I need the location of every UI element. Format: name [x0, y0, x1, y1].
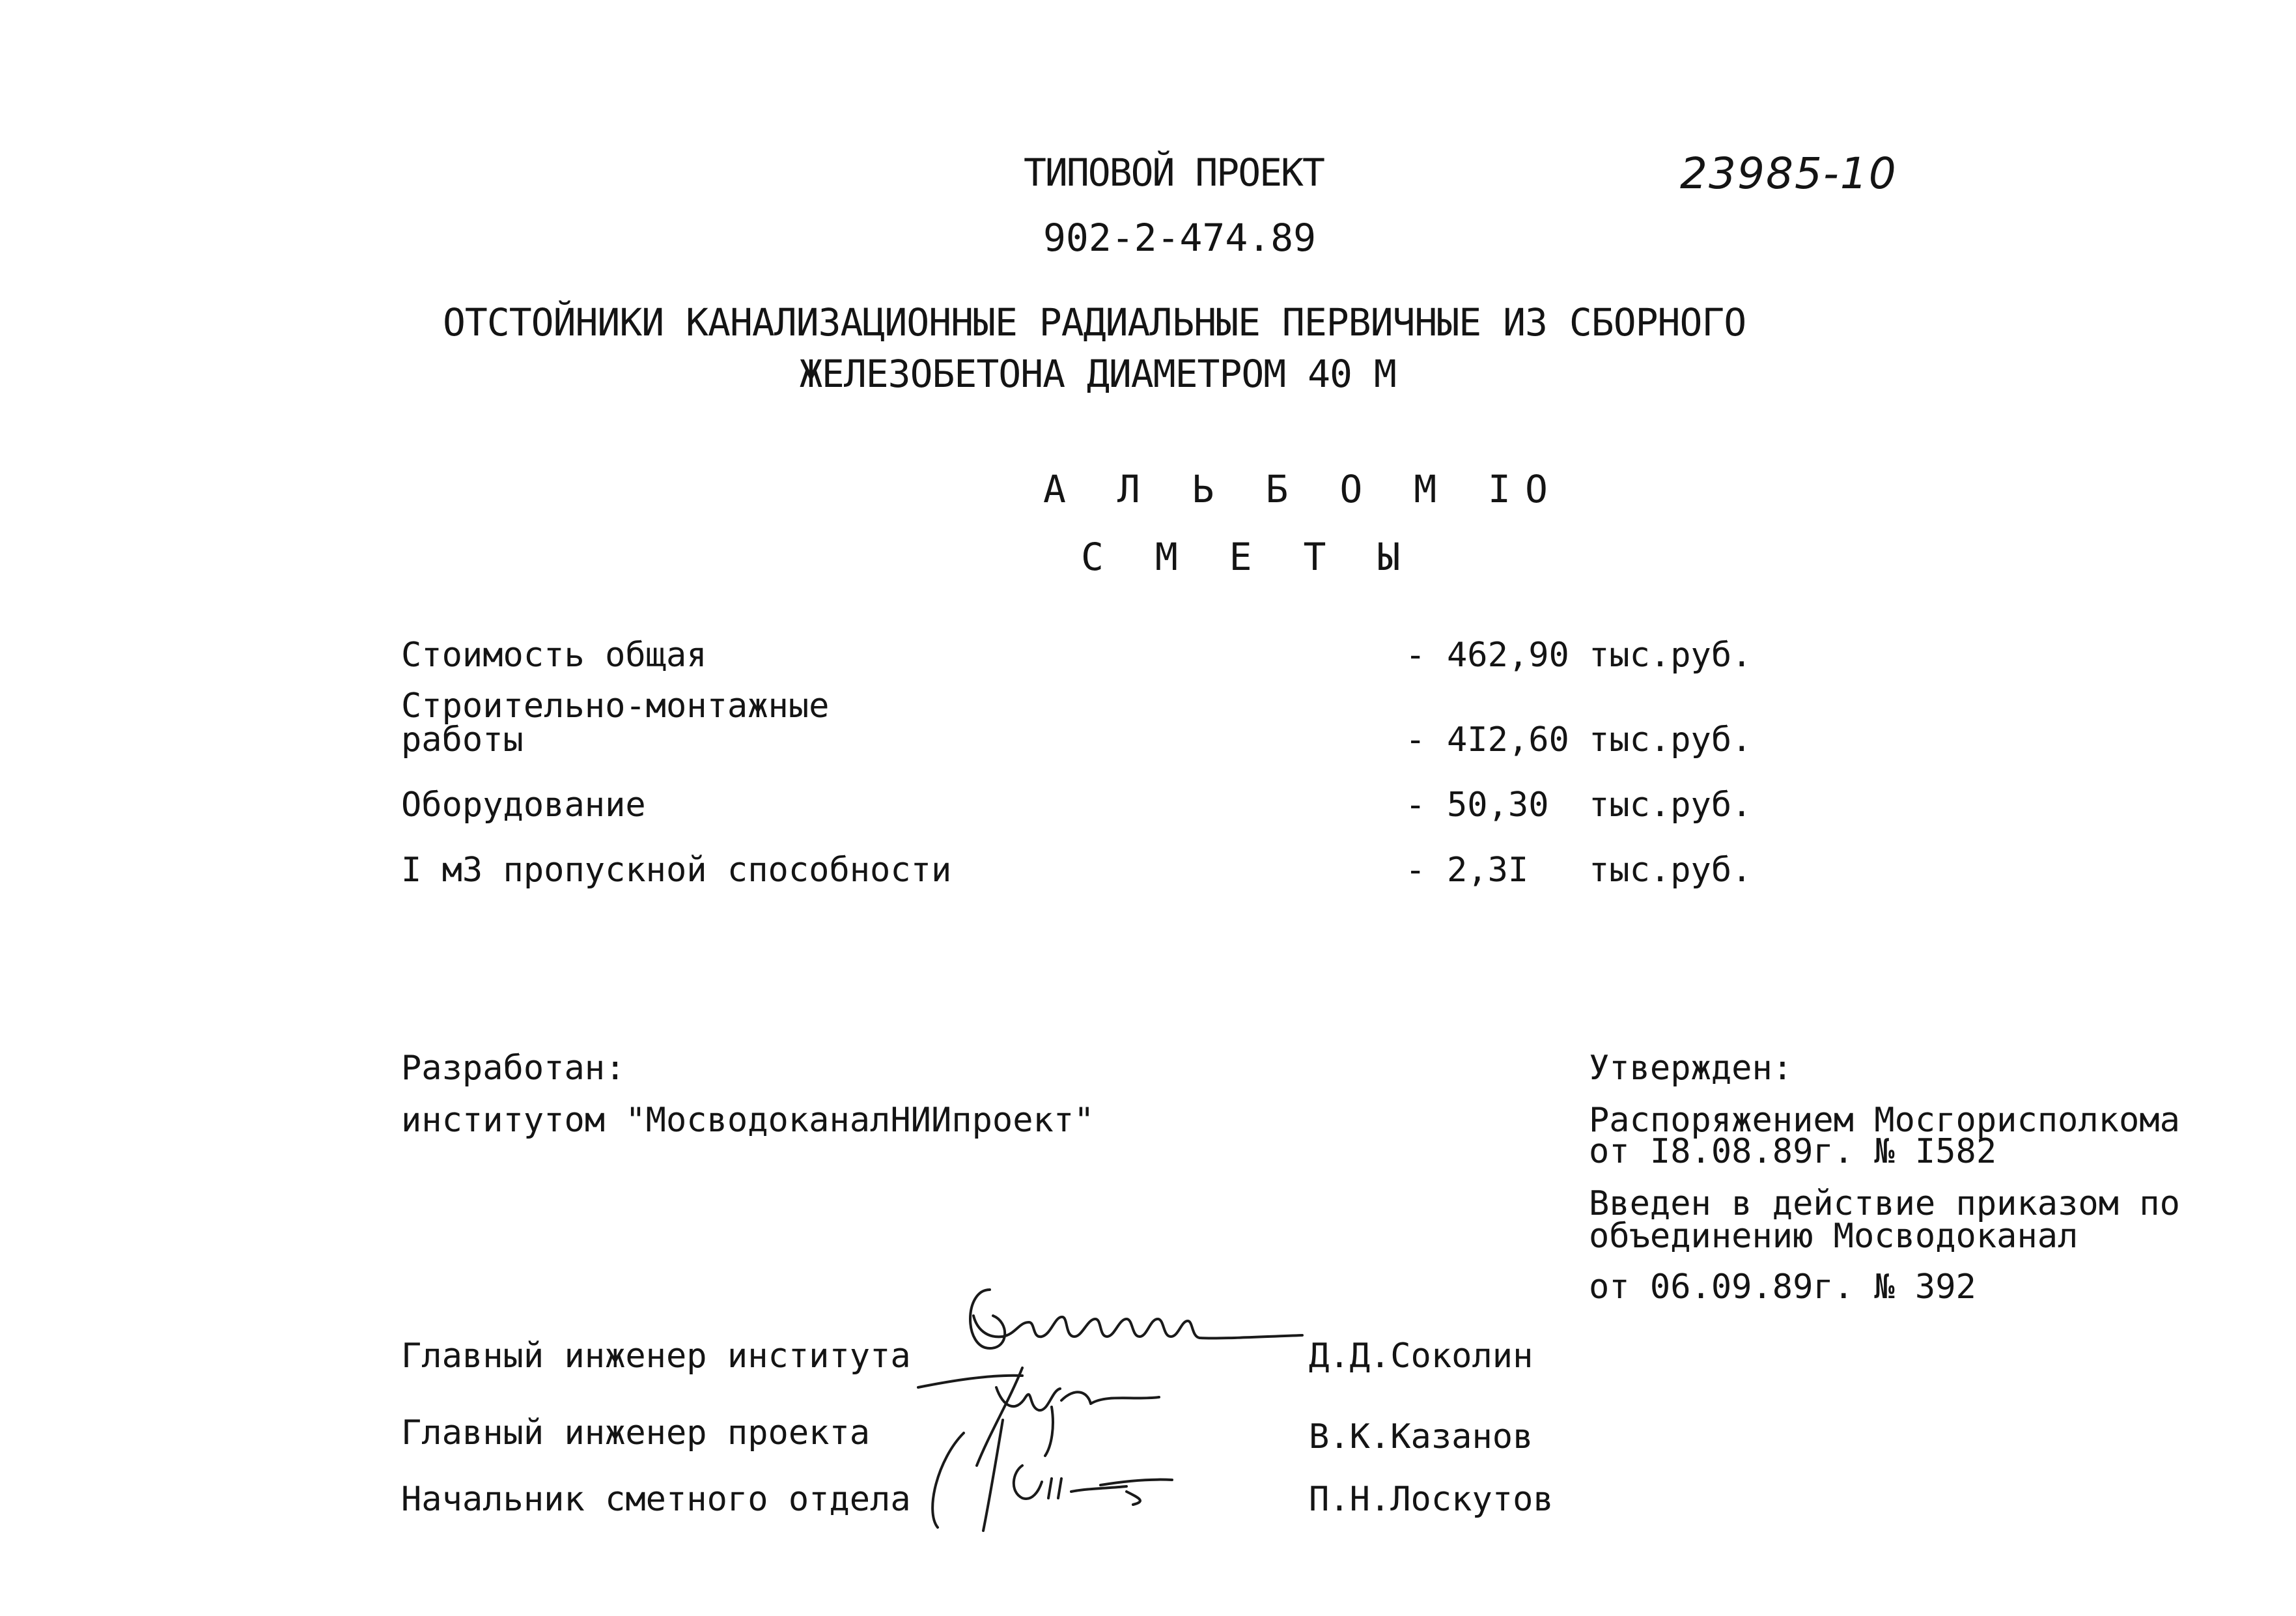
cost-value: 50,30 [1447, 786, 1549, 825]
signature-kazanov [918, 1368, 1159, 1466]
cost-dash: - [1405, 636, 1426, 675]
signatory-name: В.К.Казанов [1309, 1417, 1533, 1456]
cost-value: 462,90 [1447, 636, 1569, 675]
cost-dash: - [1405, 786, 1426, 825]
cost-label: Оборудование [401, 786, 646, 825]
approved-label: Утвержден: [1589, 1049, 1793, 1088]
cost-label-cont: работы [401, 720, 524, 759]
cost-unit: тыс.руб. [1589, 786, 1752, 825]
cost-unit: тыс.руб. [1589, 720, 1752, 759]
cost-value: 4I2,60 [1447, 720, 1569, 759]
title-line-1: ОТСТОЙНИКИ КАНАЛИЗАЦИОННЫЕ РАДИАЛЬНЫЕ ПЕРВИЧНЫЕ ИЗ СБОРНОГО [443, 300, 1746, 345]
signatory-name: Д.Д.Соколин [1309, 1337, 1533, 1376]
signatory-position: Главный инженер института [401, 1337, 911, 1376]
approved-order-line-1: Распоряжением Мосгорисполкома [1589, 1101, 2180, 1140]
cost-dash: - [1405, 851, 1426, 890]
handwritten-signatures [912, 1277, 1315, 1537]
project-number: 902-2-474.89 [1043, 216, 1317, 260]
signatory-position: Начальник сметного отдела [401, 1480, 911, 1519]
cost-label: Строительно-монтажные [401, 687, 830, 726]
album-subtitle: С М Е Т Ы [1081, 535, 1415, 579]
cost-dash: - [1405, 720, 1426, 759]
developed-by: институтом "МосводоканалНИИпроект" [401, 1101, 1095, 1140]
developed-label: Разработан: [401, 1049, 626, 1088]
enacted-line-3: от 06.09.89г. № 392 [1589, 1268, 1976, 1307]
cost-unit: тыс.руб. [1589, 851, 1752, 890]
signatory-position: Главный инженер проекта [401, 1413, 871, 1453]
cost-value: 2,3I [1447, 851, 1529, 890]
project-type: ТИПОВОЙ ПРОЕКТ [1024, 150, 1324, 195]
document-code: 23985-10 [1680, 149, 1897, 199]
enacted-line-1: Введен в действие приказом по [1589, 1184, 2180, 1223]
cost-label: Стоимость общая [401, 636, 707, 675]
cost-unit: тыс.руб. [1589, 636, 1752, 675]
album-label: А Л Ь Б О М IO [1043, 467, 1562, 511]
enacted-line-2: объединению Мосводоканал [1589, 1217, 2079, 1256]
cost-label: I м3 пропускной способности [401, 851, 952, 890]
approved-order-line-2: от I8.08.89г. № I582 [1589, 1132, 1997, 1171]
signatory-name: П.Н.Лоскутов [1309, 1480, 1554, 1519]
title-line-2: ЖЕЛЕЗОБЕТОНА ДИАМЕТРОМ 40 М [800, 352, 1396, 396]
signature-sokolin [970, 1290, 1302, 1348]
